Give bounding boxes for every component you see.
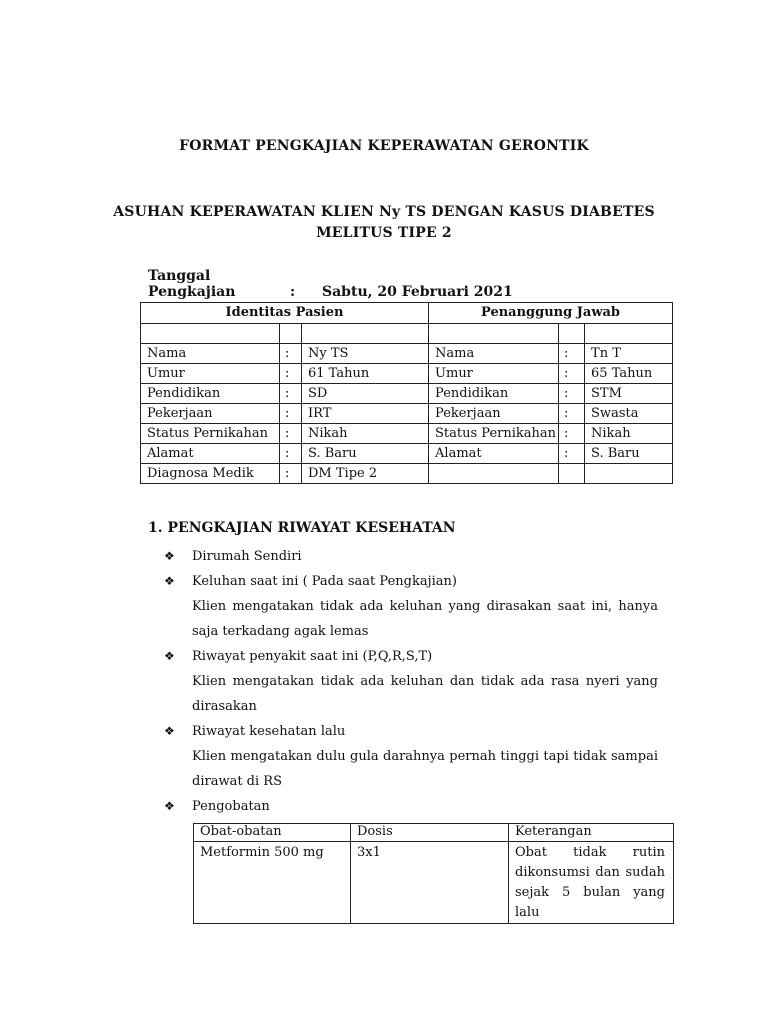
patient-field-value: Ny TS — [302, 344, 429, 364]
colon-separator: : — [559, 424, 585, 444]
colon-separator: : — [280, 444, 302, 464]
section-heading-riwayat: 1. PENGKAJIAN RIWAYAT KESEHATAN — [148, 520, 456, 536]
subtitle-line-2: MELITUS TIPE 2 — [316, 225, 452, 241]
colon-separator: : — [559, 444, 585, 464]
patient-field-value: S. Baru — [302, 444, 429, 464]
table-row — [141, 424, 673, 444]
guardian-field-value: Nikah — [585, 424, 673, 444]
document-subtitle — [0, 202, 768, 244]
guardian-field-value: S. Baru — [585, 444, 673, 464]
patient-field-label: Status Pernikahan — [141, 424, 280, 444]
guardian-field-value: Tn T — [585, 344, 673, 364]
colon-separator: : — [280, 384, 302, 404]
patient-field-label: Alamat — [141, 444, 280, 464]
list-item-label: Dirumah Sendiri — [192, 549, 302, 564]
guardian-field-value: STM — [585, 384, 673, 404]
guardian-field-label: Nama — [429, 344, 559, 364]
assessment-date-value: Sabtu, 20 Februari 2021 — [322, 284, 513, 300]
colon-separator — [559, 464, 585, 484]
colon-separator: : — [559, 384, 585, 404]
table-row — [141, 344, 673, 364]
guardian-field-value: 65 Tahun — [585, 364, 673, 384]
colon-separator: : — [280, 464, 302, 484]
patient-field-value: DM Tipe 2 — [302, 464, 429, 484]
colon-separator: : — [280, 404, 302, 424]
medication-header-dosis: Dosis — [351, 824, 509, 842]
patient-field-value: 61 Tahun — [302, 364, 429, 384]
guardian-field-label: Alamat — [429, 444, 559, 464]
table-row — [141, 404, 673, 424]
list-item-text: Klien mengatakan tidak ada keluhan yang dirasakan saat ini, hanya saja terkadang agak lemas — [192, 599, 658, 639]
list-item-label: Keluhan saat ini ( Pada saat Pengkajian) — [192, 574, 457, 589]
diamond-bullet-icon: ❖ — [164, 724, 175, 738]
assessment-date — [148, 268, 513, 300]
list-item-text: Klien mengatakan dulu gula darahnya pernah tinggi tapi tidak sampai dirawat di RS — [192, 749, 658, 789]
medication-header-obat: Obat-obatan — [194, 824, 351, 842]
colon-separator: : — [280, 364, 302, 384]
subtitle-line-1: ASUHAN KEPERAWATAN KLIEN Ny TS DENGAN KASUS DIABETES — [113, 204, 655, 220]
guardian-field-label: Status Pernikahan — [429, 424, 559, 444]
list-item-label: Riwayat penyakit saat ini (P,Q,R,S,T) — [192, 649, 433, 664]
patient-field-label: Pekerjaan — [141, 404, 280, 424]
patient-field-label: Pendidikan — [141, 384, 280, 404]
patient-field-value: Nikah — [302, 424, 429, 444]
colon-separator: : — [280, 424, 302, 444]
patient-field-label: Diagnosa Medik — [141, 464, 280, 484]
diamond-bullet-icon: ❖ — [164, 649, 175, 663]
guardian-header: Penanggung Jawab — [429, 303, 673, 324]
patient-identity-header: Identitas Pasien — [141, 303, 429, 324]
medication-dose: 3x1 — [351, 842, 509, 924]
guardian-field-value — [585, 464, 673, 484]
list-item-label: Riwayat kesehatan lalu — [192, 724, 346, 739]
assessment-date-label: Tanggal Pengkajian — [148, 268, 236, 300]
patient-field-label: Nama — [141, 344, 280, 364]
table-row — [141, 384, 673, 404]
medication-table — [193, 823, 674, 924]
diamond-bullet-icon: ❖ — [164, 549, 175, 563]
guardian-field-label: Pendidikan — [429, 384, 559, 404]
table-row-blank — [141, 324, 673, 344]
colon-separator: : — [559, 344, 585, 364]
table-row — [141, 464, 673, 484]
diamond-bullet-icon: ❖ — [164, 574, 175, 588]
medication-name: Metformin 500 mg — [194, 842, 351, 924]
medication-note: Obat tidak rutin dikonsumsi dan sudah sejak 5 bulan yang lalu — [509, 842, 674, 924]
list-item — [164, 722, 345, 741]
colon-separator: : — [280, 344, 302, 364]
guardian-field-label: Pekerjaan — [429, 404, 559, 424]
guardian-field-label: Umur — [429, 364, 559, 384]
table-row — [194, 842, 674, 924]
guardian-field-label — [429, 464, 559, 484]
guardian-field-value: Swasta — [585, 404, 673, 424]
patient-field-value: SD — [302, 384, 429, 404]
identity-table — [140, 302, 673, 484]
list-item-label: Pengobatan — [192, 799, 270, 814]
diamond-bullet-icon: ❖ — [164, 799, 175, 813]
medication-header-keterangan: Keterangan — [509, 824, 674, 842]
list-item — [164, 647, 432, 666]
patient-field-value: IRT — [302, 404, 429, 424]
list-item — [164, 572, 457, 591]
assessment-date-colon: : — [290, 284, 296, 300]
table-row — [141, 444, 673, 464]
document-title: FORMAT PENGKAJIAN KEPERAWATAN GERONTIK — [179, 138, 589, 154]
list-item-text: Klien mengatakan tidak ada keluhan dan tidak ada rasa nyeri yang dirasakan — [192, 674, 658, 714]
list-item — [164, 547, 302, 566]
list-item — [164, 797, 270, 816]
colon-separator: : — [559, 364, 585, 384]
patient-field-label: Umur — [141, 364, 280, 384]
table-row — [141, 364, 673, 384]
colon-separator: : — [559, 404, 585, 424]
